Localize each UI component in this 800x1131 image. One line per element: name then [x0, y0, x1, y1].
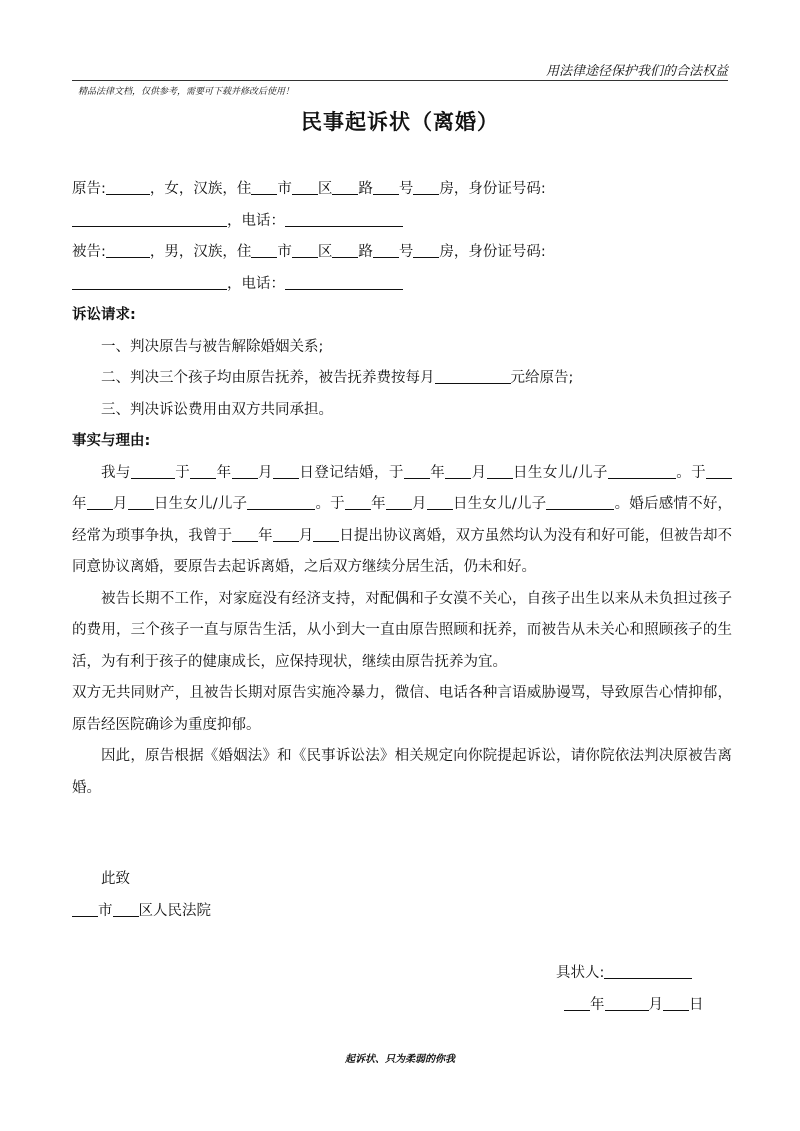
text: 月	[112, 496, 128, 512]
blank-child-name	[546, 496, 614, 510]
blank	[232, 465, 258, 479]
blank-child-name	[608, 465, 676, 479]
text: ，电话：	[227, 212, 285, 229]
blank	[190, 465, 216, 479]
blank	[313, 528, 339, 542]
text: 号	[398, 181, 414, 197]
date-line	[556, 990, 704, 1022]
claim-item-3: 三、判决诉讼费用由双方共同承担。	[101, 401, 333, 418]
blank	[487, 465, 513, 479]
header-divider	[72, 80, 728, 81]
text: 。于	[315, 496, 345, 512]
blank	[404, 465, 430, 479]
blank	[373, 181, 399, 195]
text: 房，身份证号码:	[439, 244, 546, 260]
blank	[427, 496, 453, 510]
defendant-sex-ethnic: ，男，汉族，住	[149, 244, 252, 260]
text: 日	[689, 996, 704, 1013]
text: ，电话：	[227, 275, 285, 292]
text: 。婚后感情不好，经常为琐事争执，我曾于	[72, 496, 733, 544]
text: 日生女儿/儿子	[512, 464, 608, 481]
text: 区人民法院	[138, 902, 211, 919]
facts-paragraph-2: 被告长期不工作，对家庭没有经济支持，对配偶和子女漠不关心，自孩子出生以来从未负担过孩子的费用，三个孩子一直与原告生活，从小到大一直由原告照顾和抚养，而被告从未关心和照顾孩子的生活，为有利于孩子的健康成长，应保持现状，继续由原告抚养为宜。	[72, 590, 732, 670]
blank	[128, 496, 154, 510]
blank	[373, 244, 399, 258]
text: 年	[370, 496, 386, 512]
blank-year	[564, 997, 590, 1011]
blank-plaintiff-phone	[285, 213, 403, 227]
facts-paragraph-4: 因此，原告根据《婚姻法》和《民事诉讼法》相关规定向你院提起诉讼，请你院依法判决原被告离婚。	[72, 748, 732, 796]
blank	[232, 528, 258, 542]
facts-heading: 事实与理由:	[72, 433, 151, 449]
blank-plaintiff-name	[106, 181, 150, 195]
blank	[445, 465, 471, 479]
blank-defendant-id	[72, 276, 227, 290]
blank-plaintiff-id	[72, 213, 227, 227]
claim-item-2	[72, 363, 732, 395]
header-slogan: 用法律途径保护我们的合法权益	[545, 64, 728, 79]
salutation: 此致	[101, 871, 130, 887]
text: 年	[429, 464, 446, 481]
facts-paragraph-3: 双方无共同财产，且被告长期对原告实施冷暴力，微信、电话各种言语威胁谩骂，导致原告心情抑郁，原告经医院确诊为重度抑郁。	[72, 685, 732, 733]
text: 月	[257, 464, 273, 481]
document-body	[72, 174, 732, 804]
blank-spouse	[131, 465, 175, 479]
blank-signer	[604, 965, 692, 979]
text: 市	[277, 181, 292, 197]
text: 市	[277, 244, 292, 260]
blank	[332, 244, 358, 258]
text: 月	[471, 464, 487, 481]
blank	[706, 465, 732, 479]
court-line	[72, 896, 211, 928]
blank-support-amount	[435, 370, 511, 384]
plaintiff-sex-ethnic: ，女，汉族，住	[149, 181, 252, 197]
text: 年	[258, 527, 273, 544]
blank	[332, 181, 358, 195]
claims-heading: 诉讼请求:	[72, 307, 136, 323]
text: 年	[216, 464, 232, 481]
text: 我与	[101, 464, 131, 481]
text: 日生女儿/儿子	[153, 496, 248, 512]
facts-paragraph-1	[72, 458, 732, 584]
defendant-line-2	[72, 269, 732, 301]
document-title: 民事起诉状（离婚）	[301, 110, 499, 134]
blank	[251, 244, 277, 258]
blank-defendant-name	[106, 244, 150, 258]
text: 路	[358, 244, 373, 260]
closing-block	[72, 864, 211, 927]
text: 。于	[675, 464, 707, 481]
defendant-line-1	[72, 237, 732, 269]
blank	[413, 244, 439, 258]
text: 月	[648, 996, 663, 1013]
blank-city	[72, 903, 98, 917]
blank	[413, 181, 439, 195]
text: 日提出协议离婚，双方虽然均认为没有和好可能，但被告却不同意协议离婚，要原告去起诉离婚，之后双方继续分居生活，仍未和好。	[72, 527, 733, 575]
signature-block	[556, 958, 704, 1021]
claim-item-1: 一、判决原告与被告解除婚姻关系;	[101, 338, 324, 355]
text: 月	[298, 527, 314, 544]
blank-child-name	[247, 496, 315, 510]
text: 路	[358, 181, 373, 197]
plaintiff-line-2	[72, 206, 732, 238]
blank	[292, 181, 318, 195]
text: 市	[98, 902, 113, 919]
blank	[273, 528, 299, 542]
text: 儿子	[516, 496, 547, 512]
text: 于	[174, 464, 191, 481]
blank	[87, 496, 113, 510]
blank-defendant-phone	[285, 276, 403, 290]
text: 区	[317, 244, 333, 260]
text: 月	[411, 496, 427, 512]
text: 区	[317, 181, 333, 197]
text: 日生女儿/	[452, 496, 517, 512]
text: 二、判决三个孩子均由原告抚养，被告抚养费按每月	[101, 370, 435, 386]
blank-month	[605, 997, 649, 1011]
blank	[386, 496, 412, 510]
text: 号	[398, 244, 414, 260]
blank-district	[113, 903, 139, 917]
text: 年	[72, 496, 87, 512]
signer-line	[556, 958, 704, 990]
text: 年	[590, 996, 605, 1013]
header-note: 精品法律文档，仅供参考，需要可下载并修改后使用！	[78, 87, 295, 97]
plaintiff-label: 原告:	[72, 181, 106, 197]
text: 元给原告;	[510, 370, 574, 386]
text: 房，身份证号码:	[439, 181, 546, 197]
blank	[292, 244, 318, 258]
signer-label: 具状人:	[556, 965, 605, 981]
blank	[273, 465, 299, 479]
blank	[345, 496, 371, 510]
blank	[251, 181, 277, 195]
defendant-label: 被告:	[72, 244, 106, 260]
footer-slogan: 起诉状、只为柔弱的你我	[345, 1054, 455, 1065]
blank-day	[663, 997, 689, 1011]
plaintiff-line-1	[72, 174, 732, 206]
text: 日登记结婚，于	[298, 464, 404, 481]
